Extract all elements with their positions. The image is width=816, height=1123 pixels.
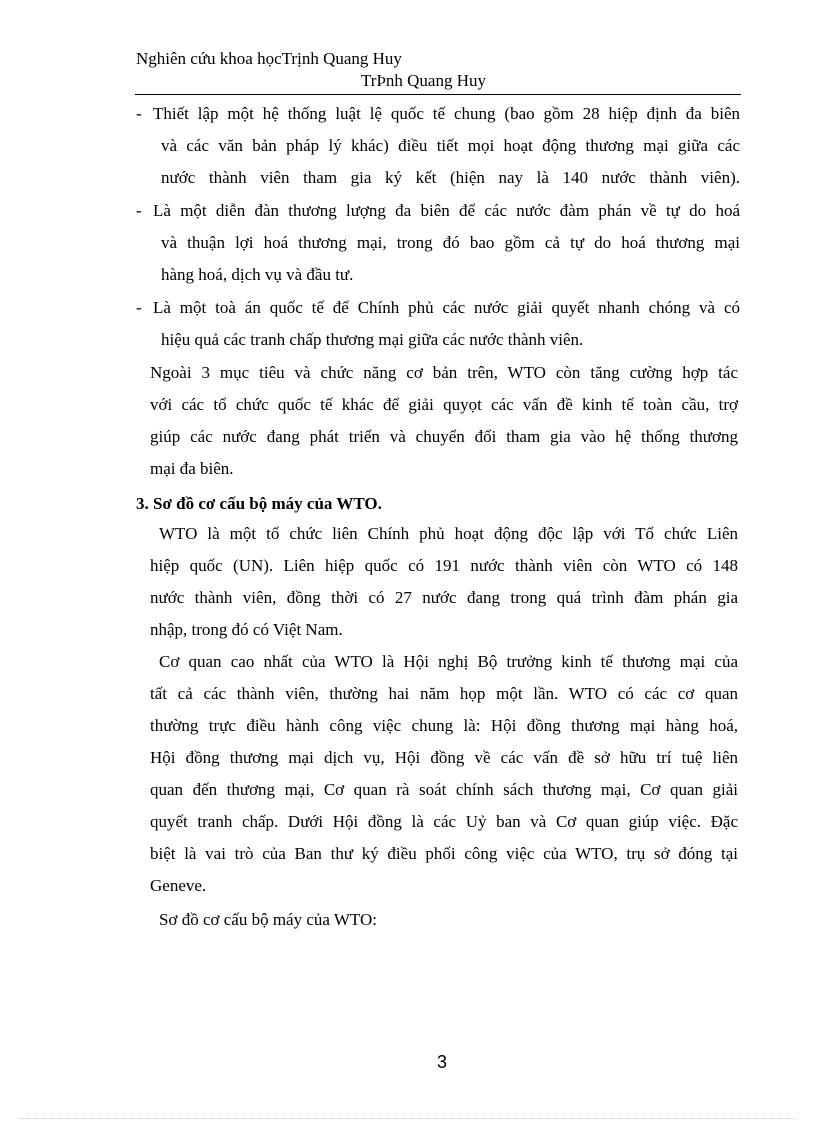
bullet-line: hàng hoá, dịch vụ và đầu tư.: [161, 265, 354, 284]
page-number: 3: [436, 1052, 447, 1072]
bullet-marker: -: [136, 201, 142, 220]
bullet-line: và các văn bản pháp lý khác) điều tiết mọi hoạt động thương mại giữa các: [161, 136, 740, 155]
paragraph-line: Geneve.: [150, 876, 207, 895]
bullet-item: [136, 195, 740, 291]
paragraph-line: biệt là vai trò của Ban thư ký điều phối công việc của WTO, trụ sở đóng tại: [150, 844, 738, 863]
paragraph-line: Hội đồng thương mại dịch vụ, Hội đồng về các vấn đề sở hữu trí tuệ liên: [150, 748, 738, 767]
bullet-item: [136, 292, 740, 356]
bullet-line: hiệu quả các tranh chấp thương mại giữa các nước thành viên.: [161, 330, 584, 349]
paragraph-line: tất cả các thành viên, thường hai năm họp một lần. WTO có các cơ quan: [150, 684, 738, 703]
bullet-line: nước thành viên tham gia ký kết (hiện nay là 140 nước thành viên).: [161, 168, 740, 187]
paragraph-line: thường trực điều hành công việc chung là: Hội đồng thương mại hàng hoá,: [150, 716, 738, 735]
bullet-marker: -: [136, 298, 142, 317]
paragraph-line: Ngoài 3 mục tiêu và chức năng cơ bản trên, WTO còn tăng cường hợp tác: [150, 363, 738, 382]
paragraph-line: quan đến thương mại, Cơ quan rà soát chính sách thương mại, Cơ quan giải: [150, 780, 738, 799]
paragraph-line: giúp các nước đang phát triển và chuyển đổi tham gia vào hệ thống thương: [150, 427, 738, 446]
paragraph-line: hiệp quốc (UN). Liên hiệp quốc có 191 nước thành viên còn WTO có 148: [150, 556, 738, 575]
bullet-line: Là một diễn đàn thương lượng đa biên để các nước đàm phán về tự do hoá: [153, 201, 740, 220]
bullet-line: và thuận lợi hoá thương mại, trong đó bao gồm cả tự do hoá thương mại: [161, 233, 740, 252]
bullet-line: Thiết lập một hệ thống luật lệ quốc tế chung (bao gồm 28 hiệp định đa biên: [153, 104, 740, 123]
bullet-line: Là một toà án quốc tế để Chính phủ các nước giải quyết nhanh chóng và có: [153, 298, 740, 317]
paragraph-line: quyết tranh chấp. Dưới Hội đồng là các Uỷ ban và Cơ quan giúp việc. Đặc: [150, 812, 738, 831]
diagram-caption: Sơ đồ cơ cấu bộ máy của WTO:: [159, 910, 377, 929]
bullet-marker: -: [136, 104, 142, 123]
header-divider: [135, 94, 741, 95]
paragraph-line: mại đa biên.: [150, 459, 234, 478]
running-header-title: Nghiên cứu khoa họcTrịnh Quang Huy: [136, 49, 402, 68]
paragraph-line: với các tổ chức quốc tế khác để giải quyọt các vấn đề kinh tế toàn cầu, trợ: [150, 395, 738, 414]
running-header-author: TrÞnh Quang Huy: [361, 71, 487, 90]
section-heading: 3. Sơ đồ cơ cấu bộ máy của WTO.: [136, 494, 382, 513]
paragraph-line: nhập, trong đó có Việt Nam.: [150, 620, 343, 639]
page-bottom-border: [20, 1118, 796, 1119]
paragraph-line: nước thành viên, đồng thời có 27 nước đang trong quá trình đàm phán gia: [150, 588, 738, 607]
paragraph-line: WTO là một tổ chức liên Chính phủ hoạt động độc lập với Tổ chức Liên: [159, 524, 738, 543]
paragraph-line: Cơ quan cao nhất của WTO là Hội nghị Bộ trưởng kinh tế thương mại của: [159, 652, 738, 671]
bullet-item: [136, 98, 740, 194]
